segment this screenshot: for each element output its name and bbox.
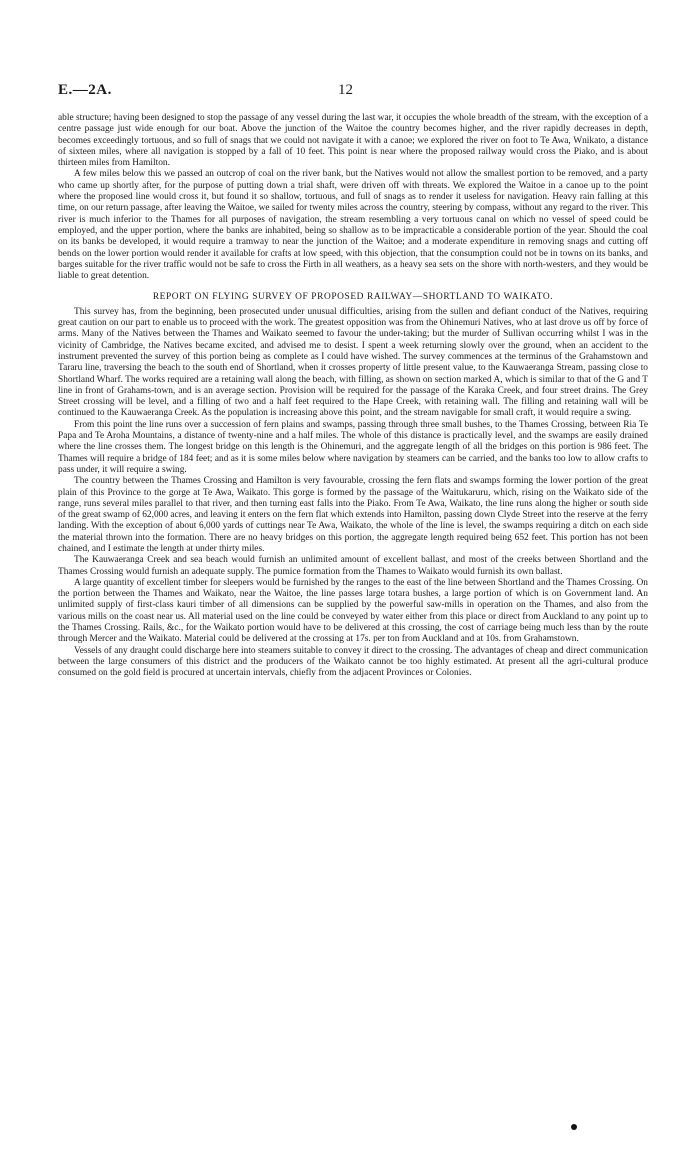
report-heading: REPORT ON FLYING SURVEY OF PROPOSED RAILWAY—SHORTLAND TO WAIKATO. — [152, 292, 554, 303]
paragraph-survey-difficulties: This survey has, from the beginning, been prosecuted under unusual difficulties, arising from the sullen and defiant conduct of the Natives, requiring great caution on our part to enable us to proceed with the work. The greatest opposition was from the Ohinemuri Natives, who at last drove us off by force of arms. Many of the Natives between the Thames and Waikato seemed to favour the under-taking; but the murder of Sullivan occurring whilst I was in the vicinity of Cambridge, the Natives became excited, and advised me to desist. I spent a week returning slowly over the ground, when an accident to the instrument prevented the survey of this portion being as complete as I could have wished. The survey commences at the terminus of the Grahamstown and Tararu line, traversing the beach to the south end of Shortland, when it crosses property of little present value, to the Kauwaeranga Stream, passing close to Shortland Wharf. The works required are a retaining wall along the beach, with filling, as shown on section marked A, which is similar to that of the G and T line in front of Grahams-town, and is an average section. Provision will be required for the passage of the Karaka Creek, and four street drains. The Grey Street crossing will be level, and a filling of two and a half feet required to the Hape Creek, with retaining wall. The filling and retaining wall will be continued to the Kauwaeranga Creek. As the population is increasing above this point, and the stream navigable for small craft, it would require a swing. — [58, 306, 648, 419]
paragraph-coal-outcrop: A few miles below this we passed an outcrop of coal on the river bank, but the Natives would not allow the smallest portion to be removed, and a party who came up shortly after, for the purpose of putting down a trial shaft, were driven off with threats. We explored the Waitoe in a canoe up to the point where the proposed line would cross it, but found it so shallow, tortuous, and full of snags as to render it useless for navigation. Heavy rain falling at this time, on our return passage, after leaving the Waitoe, we sailed for twenty miles across the country, steering by compass, without any regard to the river. This river is much inferior to the Thames for all purposes of navigation, the stream resembling a very tortuous canal on which no vessel of speed could be employed, and the upper portion, where the banks are inhabited, being so shallow as to be impracticable a considerable portion of the year. Should the coal on its banks be developed, it would require a tramway to near the junction of the Waitoe; and a moderate expenditure in removing snags and cutting off bends on the lower portion would render it available for crafts at low speed, with this objection, that the consumption could not be in towns on its banks, and barges suitable for the river traffic would not be safe to cross the Firth in all weathers, as a heavy sea sets on the shore with north-westers, and they would be liable to great detention. — [58, 169, 648, 282]
document-body — [58, 113, 648, 680]
paragraph-ballast: The Kauwaeranga Creek and sea beach would furnish an unlimited amount of excellent ballast, and most of the creeks between Shortland and the Thames Crossing would furnish an adequate supply. The pumice formation from the Thames to Waikato would furnish its own ballast. — [58, 555, 648, 577]
page-number: 12 — [338, 82, 353, 98]
page-header — [58, 82, 648, 104]
document-reference: E.—2A. — [58, 82, 112, 98]
paragraph-continued: able structure; having been designed to stop the passage of any vessel during the last war, it occupies the whole breadth of the stream, with the exception of a centre passage just wide enough for our boat. Above the junction of the Waitoe the country becomes higher, and the river rapidly decreases in depth, becomes exceedingly tortuous, and so full of snags that we could not navigate it with a canoe; we explored the river on foot to Te Awa, Wnikato, a distance of sixteen miles, where all navigation is stopped by a fall of 10 feet. This point is near where the proposed railway would cross the Piako, and is about thirteen miles from Hamilton. — [58, 113, 648, 169]
paragraph-thames-to-hamilton: The country between the Thames Crossing and Hamilton is very favourable, crossing the fern flats and swamps forming the lower portion of the great plain of this Province to the gorge at Te Awa, Waikato. This gorge is formed by the passage of the Waitukaruru, which, rising on the Waikato side of the range, runs several miles parallel to that river, and then turning east falls into the Piako. From Te Awa, Waikato, the line runs along the higher or south side of the great swamp of 62,000 acres, and leaving it enters on the fern flat which extends into Hamilton, passing down Clyde Street into the reserve at the ferry landing. With the exception of about 6,000 yards of cuttings near Te Awa, Waikato, the whole of the line is level, the swamps requiring a ditch on each side the material thrown into the formation. There are no heavy bridges on this portion, the aggregate length required being 652 feet. This portion has not been chained, and I estimate the length at under thirty miles. — [58, 476, 648, 554]
paragraph-timber: A large quantity of excellent timber for sleepers would be furnished by the ranges to the east of the line between Shortland and the Thames Crossing. On the portion between the Thames and Waikato, near the Waitoe, the line passes large totara bushes, a large portion of which is on Government land. An unlimited supply of first-class kauri timber of all dimensions can be supplied by the powerful saw-mills in operation on the Thames, and also from the various mills on the coast near us. All material used on the line could be conveyed by water either from this place or direct from Auckland to any point up to the Thames Crossing. Rails, &c., for the Waikato portion would have to be delivered at this crossing, the cost of carriage being much less than by the route through Mercer and the Waikato. Material could be delivered at the crossing at 17s. per ton from Auckland and at 10s. from Grahamstown. — [58, 577, 648, 645]
paragraph-vessels: Vessels of any draught could discharge here into steamers suitable to convey it direct to the crossing. The advantages of cheap and direct communication between the large consumers of this district and the producers of the Waikato cannot be too highly estimated. At present all the agri-cultural produce consumed on the gold field is procured at uncertain intervals, chiefly from the adjacent Provinces or Colonies. — [58, 645, 648, 679]
page-dot-mark — [571, 1124, 577, 1130]
paragraph-fern-plains: From this point the line runs over a succession of fern plains and swamps, passing through three small bushes, to the Thames Crossing, between Ria Te Papa and Te Aroha Mountains, a distance of twenty-nine and a half miles. The whole of this distance is practically level, and the swamps are easily drained where the line crosses them. The longest bridge on this length is the Ohinemuri, and the aggregate length of all the bridges on this portion is 986 feet. The Thames will require a bridge of 184 feet; and as it is some miles below where navigation by steamers can be carried, and the banks too low to allow crafts to pass under, it will require a swing. — [58, 419, 648, 475]
